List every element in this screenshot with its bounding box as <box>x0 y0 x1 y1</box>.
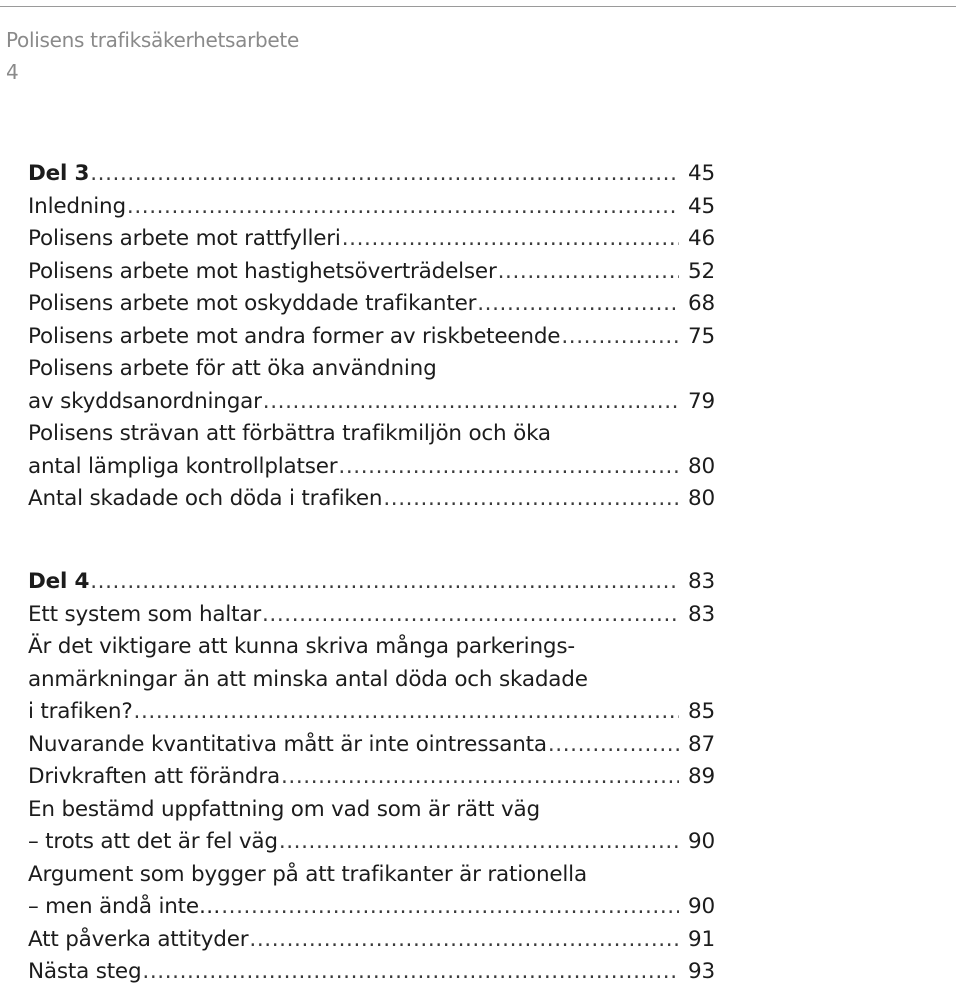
toc-entry-page-number: 91 <box>688 926 715 952</box>
dot-leader <box>262 599 679 632</box>
toc-entry[interactable] <box>28 288 715 321</box>
toc-entry[interactable] <box>28 729 715 762</box>
toc-entry-title: – trots att det är fel väg <box>28 829 278 854</box>
toc-entry-title: Nuvarande kvantitativa mått är inte ointressanta <box>28 731 547 757</box>
dot-leader <box>134 696 679 729</box>
toc-entry-title: Nästa steg <box>28 959 142 984</box>
toc-entry[interactable] <box>28 191 715 224</box>
toc-entry-page-number: 45 <box>688 161 715 186</box>
toc-entry[interactable] <box>28 794 715 827</box>
toc-entry-page-number: 79 <box>688 388 715 414</box>
toc-entry-page-number: 75 <box>688 323 715 349</box>
dot-leader <box>498 256 679 289</box>
dot-leader <box>90 158 679 191</box>
toc-entry-title: Ett system som haltar <box>28 601 261 627</box>
toc-entry-page-number: 83 <box>688 601 715 627</box>
toc-section-del-4 <box>28 566 715 989</box>
running-title: Polisens trafiksäkerhetsarbete <box>6 28 299 52</box>
dot-leader <box>142 956 679 989</box>
toc-entry-page-number: 52 <box>688 258 715 284</box>
toc-entry[interactable] <box>28 891 715 924</box>
toc-entry-title: Drivkraften att förändra <box>28 764 280 789</box>
toc-entry[interactable] <box>28 483 715 516</box>
dot-leader <box>561 321 679 354</box>
toc-entry-title: Del 3 <box>28 161 90 186</box>
toc-entry-title: Antal skadade och döda i trafiken <box>28 486 383 511</box>
toc-entry-title: Polisens arbete mot andra former av riskbeteende <box>28 323 561 349</box>
toc-entry-page-number: 80 <box>688 486 715 511</box>
dot-leader <box>477 288 679 321</box>
toc-entry-page-number: 68 <box>688 291 715 316</box>
toc-entry-page-number: 90 <box>688 894 715 919</box>
toc-entry-title: anmärkningar än att minska antal döda och skadade <box>28 666 588 692</box>
toc-entry-title: av skyddsanordningar <box>28 388 262 414</box>
dot-leader <box>338 451 679 484</box>
toc-section-heading[interactable] <box>28 158 715 191</box>
page-number: 4 <box>6 60 19 84</box>
toc-entry[interactable] <box>28 761 715 794</box>
toc-entry[interactable] <box>28 664 715 697</box>
toc-entry[interactable] <box>28 631 715 664</box>
toc-entry-page-number: 89 <box>688 764 715 789</box>
toc-entry-title: Polisens arbete mot hastighetsöverträdelser <box>28 258 497 284</box>
toc-entry-page-number: 83 <box>688 569 715 594</box>
toc-entry-title: Att påverka attityder <box>28 926 249 952</box>
toc-section-del-3 <box>28 158 715 516</box>
toc-entry[interactable] <box>28 321 715 354</box>
toc-entry-title: Polisens arbete mot oskyddade trafikanter <box>28 291 477 316</box>
toc-entry-page-number: 46 <box>688 226 715 251</box>
toc-entry-page-number: 85 <box>688 699 715 724</box>
dot-leader <box>548 729 679 762</box>
dot-leader <box>221 891 679 924</box>
toc-entry[interactable] <box>28 599 715 632</box>
toc-entry[interactable] <box>28 924 715 957</box>
dot-leader <box>281 761 679 794</box>
dot-leader <box>279 826 679 859</box>
toc-entry-page-number: 87 <box>688 731 715 757</box>
toc-entry-title: – men ändå inte… <box>28 894 221 919</box>
toc-entry-page-number: 93 <box>688 959 715 984</box>
toc-entry[interactable] <box>28 353 715 386</box>
toc-entry-page-number: 80 <box>688 453 715 479</box>
dot-leader <box>249 924 679 957</box>
toc-section-heading[interactable] <box>28 566 715 599</box>
toc-entry[interactable] <box>28 418 715 451</box>
toc-entry-title: antal lämpliga kontrollplatser <box>28 453 338 479</box>
toc-entry-title: Är det viktigare att kunna skriva många parkerings- <box>28 634 575 659</box>
dot-leader <box>342 223 679 256</box>
toc-entry-title: En bestämd uppfattning om vad som är rätt väg <box>28 796 540 822</box>
toc-entry[interactable] <box>28 256 715 289</box>
toc-entry-title: Argument som bygger på att trafikanter är rationella <box>28 861 587 887</box>
top-rule <box>0 6 956 7</box>
toc-entry[interactable] <box>28 826 715 859</box>
toc-entry-page-number: 45 <box>688 193 715 219</box>
dot-leader <box>263 386 679 419</box>
toc-entry[interactable] <box>28 386 715 419</box>
toc-entry-title: i trafiken? <box>28 699 133 724</box>
dot-leader <box>127 191 679 224</box>
toc-entry[interactable] <box>28 223 715 256</box>
toc-entry-page-number: 90 <box>688 829 715 854</box>
toc-entry[interactable] <box>28 696 715 729</box>
dot-leader <box>90 566 679 599</box>
toc-entry[interactable] <box>28 859 715 892</box>
toc-entry[interactable] <box>28 956 715 989</box>
toc-entry-title: Polisens strävan att förbättra trafikmiljön och öka <box>28 421 551 446</box>
toc-entry-title: Del 4 <box>28 569 90 594</box>
toc-entry-title: Polisens arbete för att öka användning <box>28 356 437 381</box>
dot-leader <box>383 483 679 516</box>
toc-entry-title: Inledning <box>28 193 126 219</box>
toc-entry[interactable] <box>28 451 715 484</box>
toc-entry-title: Polisens arbete mot rattfylleri <box>28 226 341 251</box>
